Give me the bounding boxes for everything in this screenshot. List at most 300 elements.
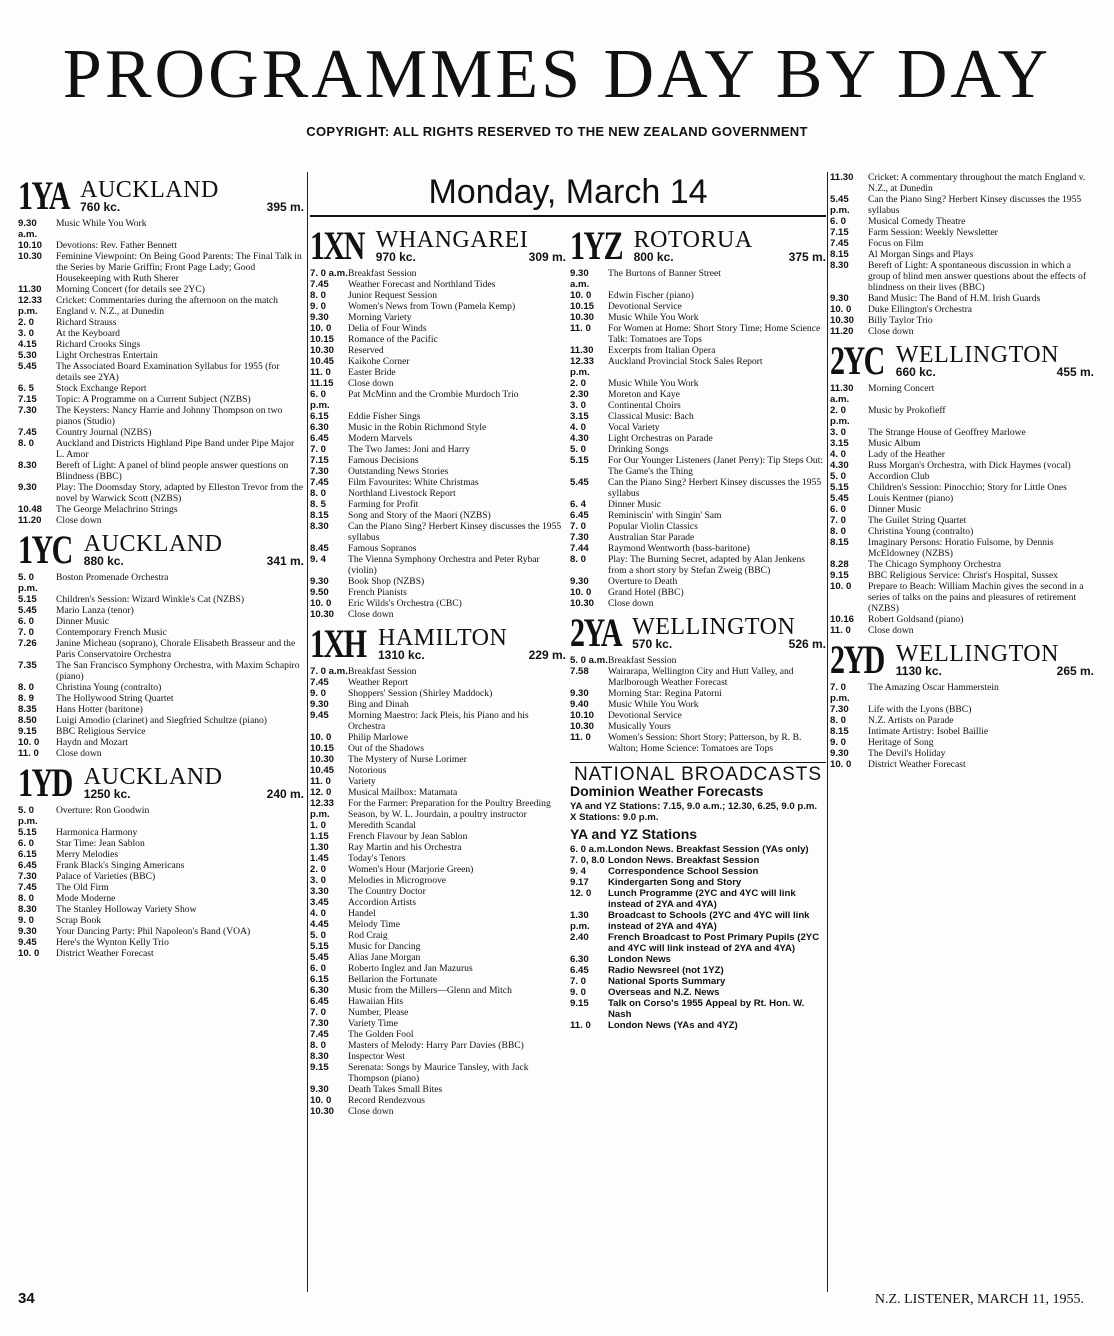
programme-entry: [18, 871, 304, 882]
programme-title: Al Morgan Sings and Plays: [868, 249, 974, 260]
programme-title: Music in the Robin Richmond Style: [348, 422, 487, 433]
national-broadcasts-title: NATIONAL BROADCASTS: [570, 762, 826, 780]
programme-time: 5. 0: [830, 471, 847, 482]
programme-title: Music for Dancing: [348, 941, 421, 952]
programme-title: Heritage of Song: [868, 737, 934, 748]
programme-entry: [570, 532, 826, 543]
programme-time: 10. 0: [310, 598, 332, 609]
programme-time: 5.45: [310, 952, 329, 963]
programme-title: Masters of Melody: Harry Parr Davies (BBC): [348, 1040, 524, 1051]
programme-entry: [310, 422, 566, 433]
programme-time: 6.30: [310, 422, 329, 433]
programme-title: At the Keyboard: [56, 328, 120, 339]
programme-entry: [18, 284, 304, 295]
programme-time: 7.44: [570, 543, 589, 554]
programme-time: 10.10: [570, 710, 595, 721]
programme-time: 10.30: [18, 251, 43, 262]
programme-title: The George Melachrino Strings: [56, 504, 178, 515]
programme-entry: [18, 482, 304, 504]
programme-time: 7.45: [310, 477, 329, 488]
programme-entry: [18, 627, 304, 638]
programme-entry: [310, 334, 566, 345]
programme-title: Bereft of Light: A spontaneous discussion in which a group of blind men answer questions about the effects of blindness on their lives (BBC): [868, 260, 1087, 293]
programme-time: 3.15: [830, 438, 849, 449]
programme-title: Christina Young (contralto): [56, 682, 162, 693]
programme-time: 5. 0 p.m.: [18, 805, 38, 827]
programme-entry: [310, 1062, 566, 1084]
station-city: AUCKLAND: [83, 531, 223, 557]
station-m: 455 m.: [1056, 365, 1094, 379]
station-city: WELLINGTON: [632, 614, 796, 640]
programme-entry: [830, 249, 1094, 260]
programme-entry: [310, 952, 566, 963]
station-m: 375 m.: [788, 250, 826, 264]
programme-time: 10. 0: [310, 1095, 332, 1106]
weather-line: X Stations: 9.0 p.m.: [570, 812, 659, 823]
programme-title: London News: [608, 954, 671, 965]
programme-time: 7.30: [18, 405, 37, 416]
programme-title: Outstanding News Stories: [348, 466, 449, 477]
programme-entry: [18, 715, 304, 726]
programme-time: 9.40: [570, 699, 589, 710]
programme-time: 10. 0: [830, 759, 852, 770]
programme-entry: [310, 875, 566, 886]
programme-entry: [310, 1018, 566, 1029]
programme-time: 8.30: [310, 521, 329, 532]
programme-title: The San Francisco Symphony Orchestra, with Maxim Schapiro (piano): [56, 660, 300, 682]
programme-time: 3.30: [310, 886, 329, 897]
programme-time: 12.33 p.m.: [18, 295, 43, 317]
programme-title: Music Album: [868, 438, 921, 449]
programme-time: 2.30: [570, 389, 589, 400]
programme-time: 9.30: [18, 482, 37, 493]
programme-title: Easter Bride: [348, 367, 396, 378]
programme-time: 8. 0: [310, 488, 327, 499]
programme-entry: [310, 367, 566, 378]
programme-entry: [310, 941, 566, 952]
programme-time: 7.45: [18, 427, 37, 438]
programme-title: Melodies in Microgroove: [348, 875, 447, 886]
programme-entry: [310, 985, 566, 996]
programme-entry: [570, 422, 826, 433]
programme-entry: [310, 378, 566, 389]
programme-time: 10. 0: [18, 948, 40, 959]
programme-title: Australian Star Parade: [608, 532, 695, 543]
programme-time: 8.45: [310, 543, 329, 554]
programme-title: Palace of Varieties (BBC): [56, 871, 156, 882]
programme-title: Song and Story of the Maori (NZBS): [348, 510, 491, 521]
programme-time: 12.33 p.m.: [310, 798, 335, 820]
programme-time: 10. 0: [310, 732, 332, 743]
station-kc: 760 kc.: [80, 200, 121, 214]
station-callsign: 1YA: [18, 173, 70, 218]
column-1: [18, 172, 304, 959]
programme-time: 10. 0: [830, 581, 852, 592]
programme-title: Breakfast Session: [348, 666, 417, 677]
programme-time: 3.15: [570, 411, 589, 422]
programme-time: 5.45 p.m.: [830, 194, 850, 216]
programme-time: 8.15: [830, 537, 849, 548]
programme-time: 5. 0 a.m.: [570, 655, 608, 666]
programme-time: 9.15: [18, 726, 37, 737]
programme-time: 5.15: [830, 482, 849, 493]
programme-entry: [830, 748, 1094, 759]
programme-entry: [18, 748, 304, 759]
programme-title: Children's Session: Wizard Winkle's Cat (NZBS): [56, 594, 245, 605]
programme-title: Musically Yours: [608, 721, 671, 732]
programme-entry: [570, 877, 826, 888]
schedule-1yz-continued: [830, 172, 1094, 337]
programme-entry: [18, 394, 304, 405]
schedule-1xh: [310, 666, 566, 1117]
programme-entry: [18, 295, 304, 317]
programme-time: 7.45: [18, 882, 37, 893]
programme-title: BBC Religious Service: [56, 726, 146, 737]
programme-time: 3. 0: [18, 328, 35, 339]
programme-time: 5.30: [18, 350, 37, 361]
programme-entry: [830, 537, 1094, 559]
programme-time: 4.45: [310, 919, 329, 930]
programme-time: 9.50: [310, 587, 329, 598]
programme-title: Eddie Fisher Sings: [348, 411, 421, 422]
station-kc: 800 kc.: [633, 250, 674, 264]
station-kc: 1310 kc.: [378, 648, 425, 662]
programme-title: Music While You Work: [608, 378, 699, 389]
station-m: 265 m.: [1056, 664, 1094, 678]
programme-time: 8. 5: [310, 499, 327, 510]
programme-entry: [310, 290, 566, 301]
programme-entry: [18, 515, 304, 526]
programme-entry: [18, 616, 304, 627]
programme-time: 5. 0: [570, 444, 587, 455]
programme-entry: [830, 227, 1094, 238]
programme-entry: [18, 660, 304, 682]
programme-time: 9.30: [310, 699, 329, 710]
programme-title: The Hollywood String Quartet: [56, 693, 174, 704]
programme-entry: [310, 323, 566, 334]
programme-time: 9.30: [310, 312, 329, 323]
programme-entry: [310, 510, 566, 521]
programme-time: 10. 0: [830, 304, 852, 315]
station-callsign: 1YD: [18, 760, 72, 805]
programme-time: 9.30 a.m.: [18, 218, 38, 240]
programme-entry: [18, 504, 304, 515]
station-city: WELLINGTON: [895, 641, 1059, 667]
programme-title: For Women at Home: Short Story Time; Home Science Talk: Tomatoes are Tops: [608, 323, 821, 345]
programme-time: 11. 0: [570, 323, 591, 334]
programme-time: 8. 0: [18, 893, 35, 904]
programme-title: Eric Wilds's Orchestra (CBC): [348, 598, 462, 609]
programme-title: Light Orchestras on Parade: [608, 433, 713, 444]
programme-entry: [570, 710, 826, 721]
page-masthead: PROGRAMMES DAY BY DAY: [62, 36, 1052, 113]
programme-time: 6. 0: [18, 838, 35, 849]
station-header-1yz: [570, 223, 826, 268]
programme-entry: [570, 976, 826, 987]
programme-entry: [310, 864, 566, 875]
programme-time: 10. 0: [310, 323, 332, 334]
programme-entry: [310, 842, 566, 853]
programme-entry: [830, 427, 1094, 438]
programme-entry: [570, 732, 826, 754]
programme-entry: [570, 389, 826, 400]
programme-title: London News. Breakfast Session (YAs only): [608, 844, 809, 855]
programme-entry: [310, 831, 566, 842]
programme-title: Correspondence School Session: [608, 866, 759, 877]
programme-title: Edwin Fischer (piano): [608, 290, 694, 301]
programme-title: Variety: [348, 776, 376, 787]
programme-time: 10. 0: [570, 290, 592, 301]
yayz-heading: YA and YZ Stations: [570, 826, 698, 842]
programme-title: Haydn and Mozart: [56, 737, 128, 748]
programme-title: Moreton and Kaye: [608, 389, 680, 400]
programme-time: 3. 0: [310, 875, 327, 886]
programme-entry: [570, 521, 826, 532]
programme-time: 7.30: [310, 1018, 329, 1029]
programme-title: Band Music: The Band of H.M. Irish Guards: [868, 293, 1041, 304]
programme-time: 6.15: [18, 849, 37, 860]
programme-entry: [18, 383, 304, 394]
programme-entry: [830, 304, 1094, 315]
programme-entry: [830, 460, 1094, 471]
programme-time: 9.30: [830, 293, 849, 304]
programme-title: Light Orchestras Entertain: [56, 350, 158, 361]
programme-entry: [18, 605, 304, 616]
station-header-1xh: [310, 621, 566, 666]
programme-entry: [570, 1020, 826, 1031]
programme-title: Louis Kentner (piano): [868, 493, 954, 504]
programme-entry: [310, 455, 566, 466]
programme-title: Notorious: [348, 765, 387, 776]
programme-time: 6.15: [310, 974, 329, 985]
weather-heading: Dominion Weather Forecasts: [570, 783, 764, 799]
programme-title: Book Shop (NZBS): [348, 576, 425, 587]
programme-title: BBC Religious Service: Christ's Hospital, Sussex: [868, 570, 1058, 581]
programme-title: Hawaiian Hits: [348, 996, 404, 1007]
programme-title: National Sports Summary: [608, 976, 726, 987]
programme-time: 8.30: [310, 1051, 329, 1062]
programme-entry: [310, 666, 566, 677]
programme-entry: [310, 1029, 566, 1040]
programme-entry: [570, 855, 826, 866]
programme-time: 11. 0: [18, 748, 39, 759]
programme-title: Music While You Work: [56, 218, 147, 229]
column-4: [830, 172, 1094, 770]
programme-title: Close down: [608, 598, 654, 609]
programme-time: 9.45: [310, 710, 329, 721]
programme-title: Wairarapa, Wellington City and Hutt Valley, and Marlborough Weather Forecast: [608, 666, 794, 688]
programme-time: 5.15: [18, 827, 37, 838]
programme-time: 7.45: [310, 677, 329, 688]
programme-entry: [18, 405, 304, 427]
programme-entry: [18, 638, 304, 660]
programme-entry: [310, 554, 566, 576]
programme-title: Overture to Death: [608, 576, 678, 587]
programme-entry: [570, 888, 826, 910]
programme-title: Auckland Provincial Stock Sales Report: [608, 356, 763, 367]
programme-time: 9.30: [570, 576, 589, 587]
programme-time: 4.30: [830, 460, 849, 471]
programme-title: Richard Crooks Sings: [56, 339, 141, 350]
programme-title: Pat McMinn and the Crombie Murdoch Trio: [348, 389, 519, 400]
schedule-2ya: [570, 655, 826, 754]
programme-title: Contemporary French Music: [56, 627, 167, 638]
schedule-1ya: [18, 218, 304, 526]
programme-entry: [570, 378, 826, 389]
programme-entry: [18, 317, 304, 328]
programme-title: Merry Melodies: [56, 849, 119, 860]
programme-title: Close down: [868, 326, 914, 337]
programme-time: 5.15: [570, 455, 589, 466]
programme-time: 10.30: [570, 598, 595, 609]
programme-time: 2. 0: [18, 317, 35, 328]
programme-time: 10. 0: [18, 737, 40, 748]
programme-time: 8.15: [310, 510, 329, 521]
programme-title: Breakfast Session: [608, 655, 677, 666]
programme-entry: [310, 279, 566, 290]
programme-time: 7.30: [830, 704, 849, 715]
programme-entry: [18, 860, 304, 871]
programme-entry: [570, 965, 826, 976]
programme-entry: [830, 526, 1094, 537]
programme-title: Richard Strauss: [56, 317, 117, 328]
programme-title: Prepare to Beach: William Machin gives the second in a series of talks on the pains and pleasures of retirement (NZBS): [868, 581, 1084, 614]
programme-title: Breakfast Session: [348, 268, 417, 279]
programme-time: 4. 0: [310, 908, 327, 919]
programme-entry: [310, 499, 566, 510]
programme-time: 6. 0: [830, 216, 847, 227]
programme-title: Hans Hotter (baritone): [56, 704, 143, 715]
programme-entry: [570, 400, 826, 411]
programme-title: The Mystery of Nurse Lorimer: [348, 754, 467, 765]
programme-title: Inspector West: [348, 1051, 405, 1062]
schedule-1yd: [18, 805, 304, 959]
programme-entry: [570, 477, 826, 499]
programme-entry: [830, 383, 1094, 405]
schedule-1xn: [310, 268, 566, 620]
programme-time: 10.10: [18, 240, 43, 251]
programme-time: 6.45: [18, 860, 37, 871]
programme-title: For Our Younger Listeners (Janet Perry): Tip Steps Out: The Game's the Thing: [608, 455, 824, 477]
programme-title: Kindergarten Song and Story: [608, 877, 742, 888]
programme-title: The Golden Fool: [348, 1029, 414, 1040]
programme-title: Broadcast to Schools (2YC and 4YC will link instead of 2YA and 4YA): [608, 910, 810, 932]
programme-time: 11.20: [830, 326, 854, 337]
programme-time: 7. 0: [18, 627, 35, 638]
programme-title: District Weather Forecast: [56, 948, 154, 959]
programme-entry: [310, 576, 566, 587]
programme-entry: [310, 1007, 566, 1018]
programme-entry: [570, 323, 826, 345]
programme-entry: [830, 625, 1094, 636]
programme-title: Morning Concert: [868, 383, 935, 394]
programme-entry: [18, 704, 304, 715]
programme-title: Morning Star: Regina Patorni: [608, 688, 722, 699]
programme-entry: [18, 339, 304, 350]
programme-title: Lunch Programme (2YC and 4YC will link instead of 2YA and 4YA): [608, 888, 796, 910]
programme-time: 6.45: [570, 510, 589, 521]
programme-time: 4. 0: [830, 449, 847, 460]
programme-entry: [18, 893, 304, 904]
programme-time: 10.16: [830, 614, 855, 625]
programme-title: Weather Report: [348, 677, 409, 688]
programme-time: 8.15: [830, 249, 849, 260]
station-header-1ya: [18, 173, 304, 218]
programme-time: 12. 0: [310, 787, 332, 798]
programme-time: 10.45: [310, 765, 335, 776]
programme-title: Romance of the Pacific: [348, 334, 438, 345]
programme-entry: [18, 361, 304, 383]
programme-time: 3. 0: [830, 427, 847, 438]
programme-entry: [310, 919, 566, 930]
programme-entry: [570, 356, 826, 378]
programme-time: 9.30: [830, 748, 849, 759]
programme-title: Mode Moderne: [56, 893, 116, 904]
programme-entry: [830, 216, 1094, 227]
programme-time: 9. 4: [570, 866, 587, 877]
programme-entry: [310, 312, 566, 323]
programme-time: 7.26: [18, 638, 37, 649]
station-callsign: 2YA: [570, 610, 622, 655]
schedule-1yc: [18, 572, 304, 759]
programme-time: 2. 0: [570, 378, 587, 389]
programme-time: 5.45: [18, 605, 37, 616]
programme-title: Dinner Music: [868, 504, 922, 515]
programme-time: 11.30: [830, 172, 854, 183]
programme-entry: [310, 488, 566, 499]
schedule-national: [570, 844, 826, 1031]
programme-entry: [18, 350, 304, 361]
programme-title: Today's Tenors: [348, 853, 406, 864]
programme-time: 6. 0 p.m.: [310, 389, 330, 411]
programme-time: 1.30: [310, 842, 329, 853]
station-city: AUCKLAND: [80, 177, 219, 203]
programme-time: 7. 0 p.m.: [830, 682, 850, 704]
programme-entry: [830, 682, 1094, 704]
station-city: ROTORUA: [633, 227, 753, 253]
programme-entry: [310, 765, 566, 776]
programme-title: Cricket: A commentary throughout the match England v. N.Z., at Dunedin: [868, 172, 1086, 194]
programme-time: 2. 0 p.m.: [830, 405, 850, 427]
programme-time: 10.48: [18, 504, 43, 515]
programme-title: Luigi Amodio (clarinet) and Siegfried Schultze (piano): [56, 715, 268, 726]
programme-time: 11.20: [18, 515, 42, 526]
programme-time: 7. 0: [570, 976, 587, 987]
programme-title: Morning Variety: [348, 312, 412, 323]
programme-entry: [310, 853, 566, 864]
programme-title: Bing and Dinah: [348, 699, 409, 710]
programme-entry: [310, 743, 566, 754]
programme-time: 7.30: [570, 532, 589, 543]
programme-title: Devotions: Rev. Father Bennett: [56, 240, 177, 251]
programme-time: 9.45: [18, 937, 37, 948]
programme-entry: [310, 820, 566, 831]
programme-entry: [310, 356, 566, 367]
programme-entry: [570, 301, 826, 312]
programme-time: 6.30: [570, 954, 589, 965]
programme-time: 7. 0 a.m.: [310, 666, 348, 677]
programme-title: Can the Piano Sing? Herbert Kinsey discusses the 1955 syllabus: [348, 521, 562, 543]
programme-time: 8.28: [830, 559, 849, 570]
programme-title: Famous Sopranos: [348, 543, 417, 554]
programme-time: 7.45: [310, 1029, 329, 1040]
programme-time: 7. 0 a.m.: [310, 268, 348, 279]
programme-entry: [310, 301, 566, 312]
programme-title: Melody Time: [348, 919, 400, 930]
programme-entry: [18, 427, 304, 438]
programme-entry: [18, 937, 304, 948]
programme-title: Radio Newsreel (not 1YZ): [608, 965, 724, 976]
